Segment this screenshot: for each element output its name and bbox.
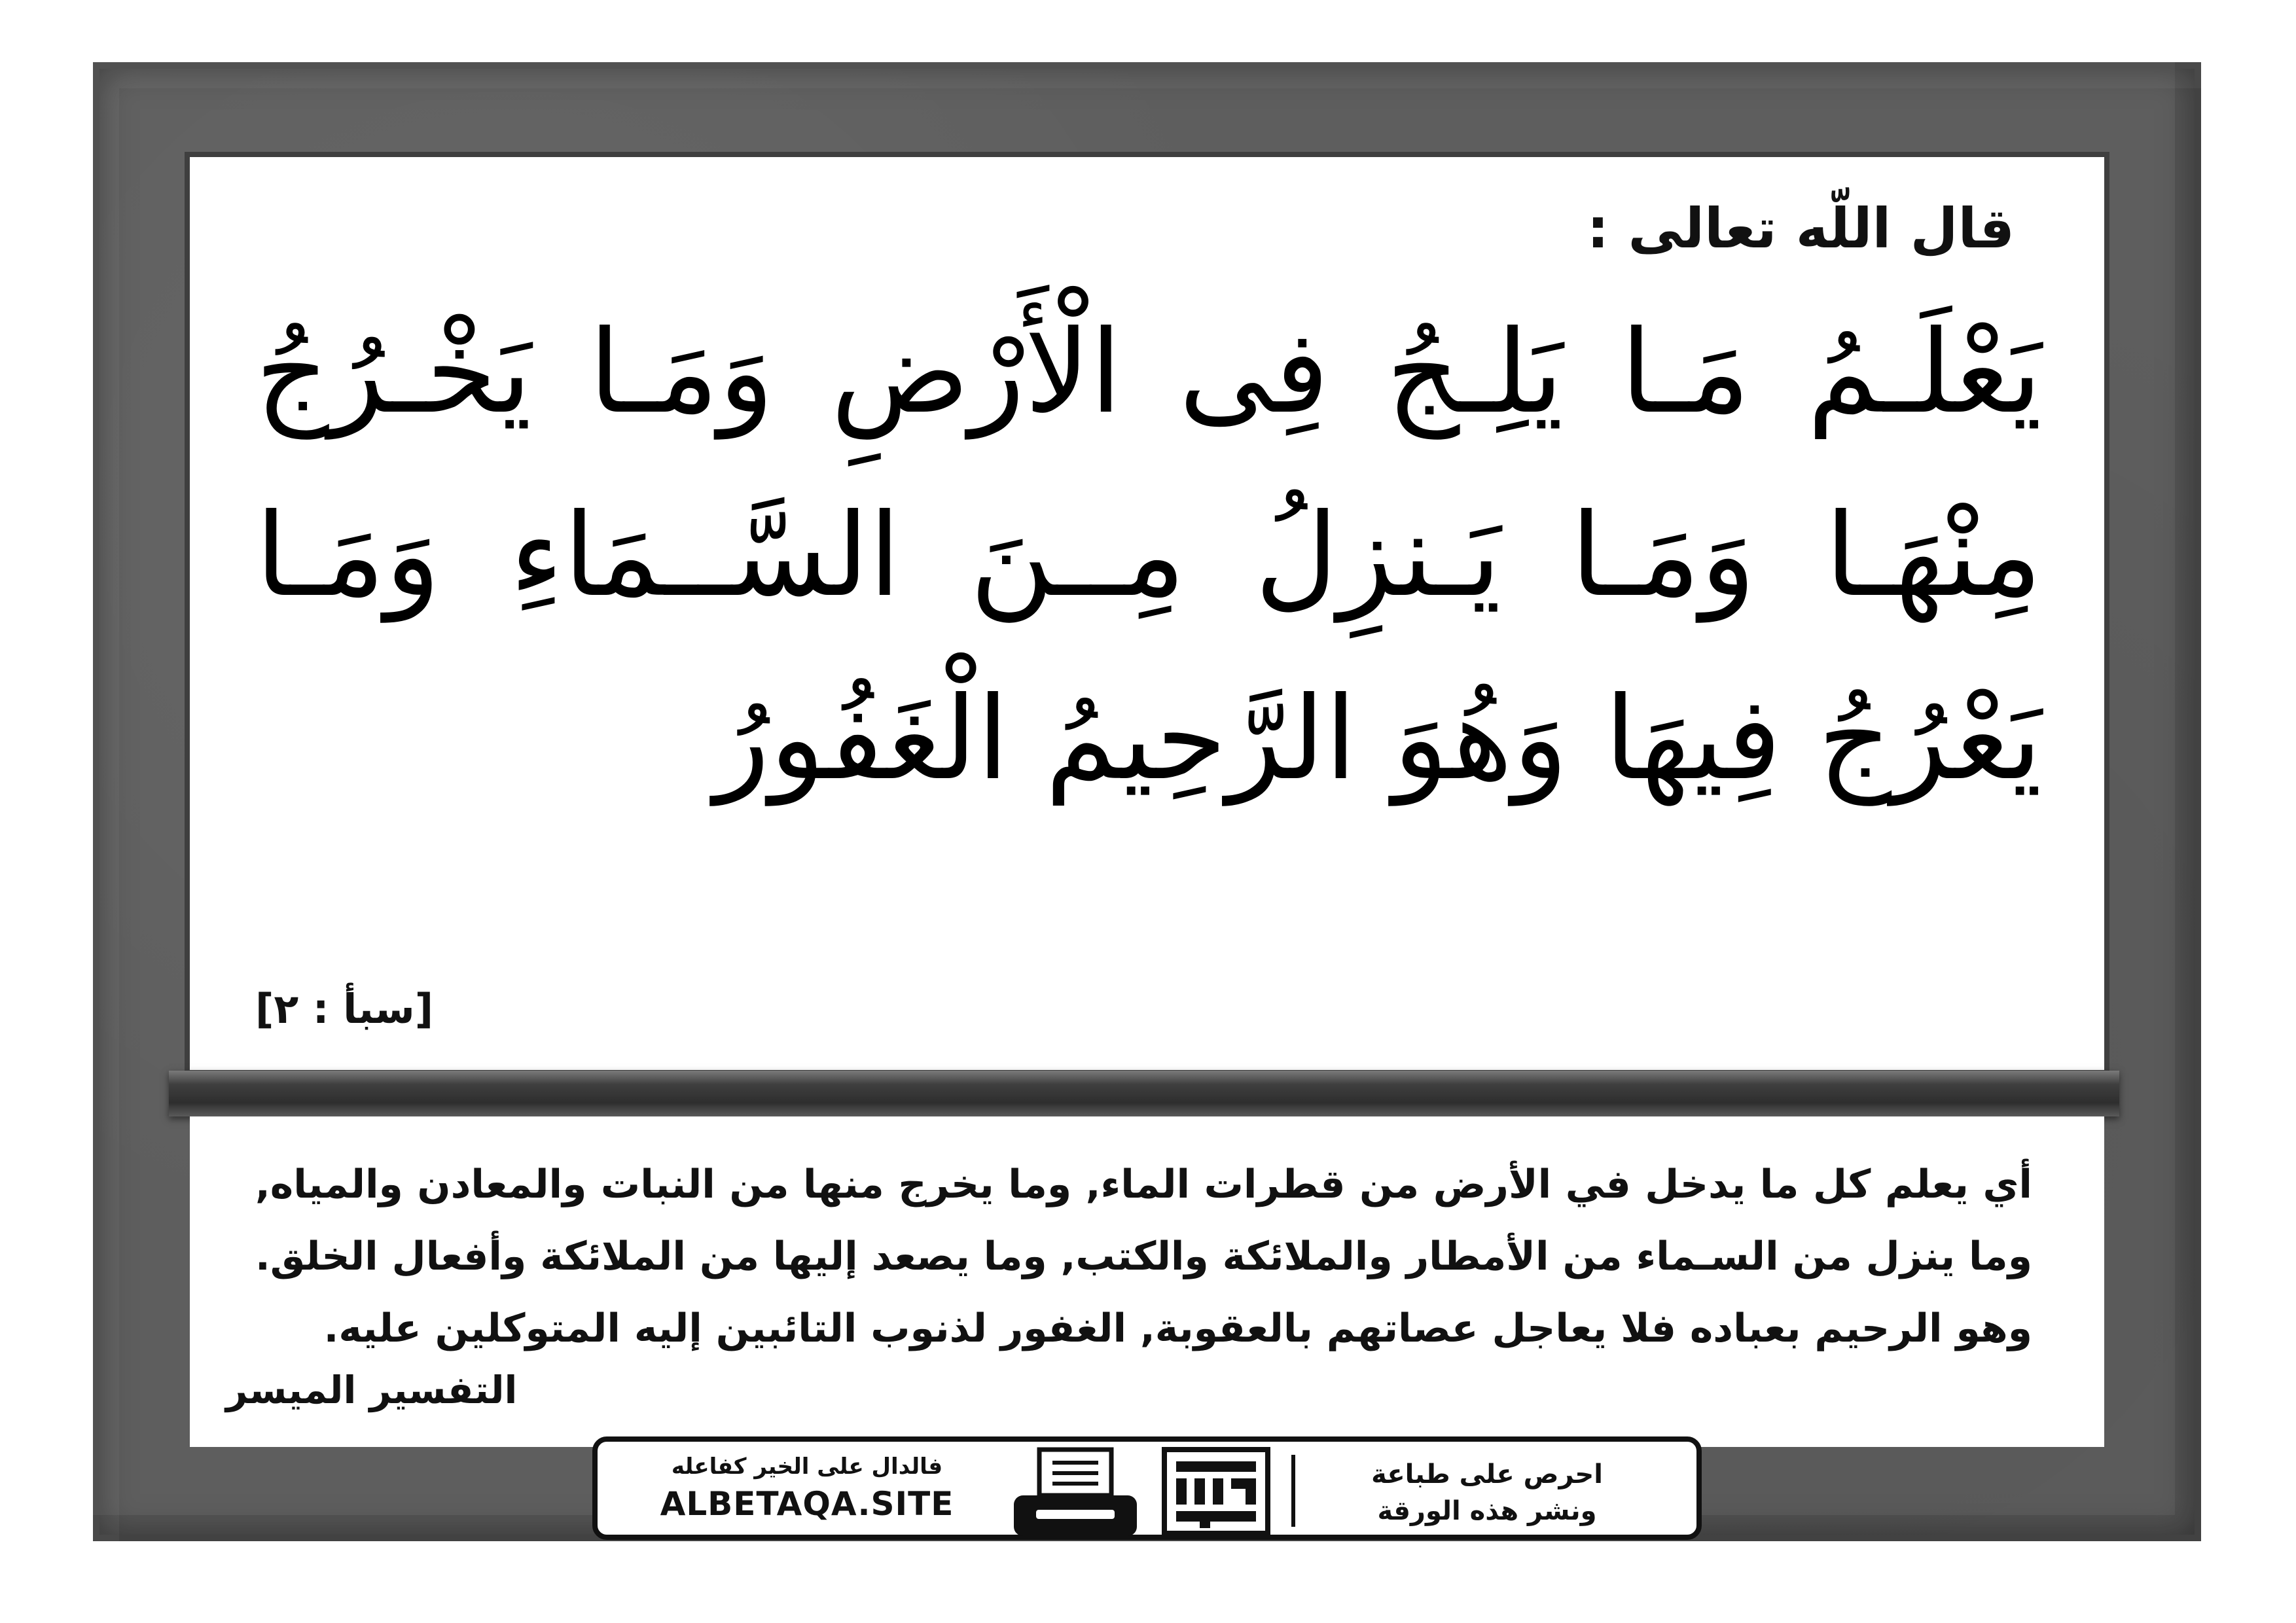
tafsir-text: أي يعلم كل ما يدخل في الأرض من قطرات الماء, وما يخرج منها من النبات والمعادن والمياه, وما ينزل من السـماء من الأمطار والملائكة والكتب, وما يصعد إليها من الملائكة وأفعال الخلق. وهو الرحيم بعباده فلا يعاجل عصاتهم بالعقوبة, الغفور لذنوب التائبين إليه المتوكلين عليه. <box>255 1162 2032 1351</box>
footer-right-line2: ونشر هذه الورقة <box>1377 1496 1597 1526</box>
footer-tagline: فالدال على الخير كفاعله <box>671 1454 943 1480</box>
verse-reference: [سبأ : ٢] <box>255 985 434 1033</box>
verse-heading: قال اللّه تعالى : <box>1587 196 2015 260</box>
footer-box <box>592 1436 1702 1540</box>
footer-right-line1: احرص على طباعة <box>1371 1459 1603 1489</box>
dawat-al-waraqa-logo-icon <box>1160 1446 1272 1537</box>
footer-right-block <box>1317 1456 1657 1529</box>
printer-icon <box>1010 1447 1141 1539</box>
quran-verse: يَعْلَـمُ مَـا يَلِـجُ فِى الْأَرْضِ وَمَـا يَخْـرُجُ مِنْهَـا وَمَـا يَـنزِلُ مِــنَ السَّــمَاءِ وَمَـا يَعْرُجُ فِيهَا وَهُوَ الرَّحِيمُ الْغَفُورُ <box>255 306 2042 806</box>
panel-divider <box>169 1071 2119 1116</box>
footer-separator <box>1291 1455 1295 1527</box>
footer-site-link[interactable]: ALBETAQA.SITE <box>660 1485 954 1523</box>
tafsir-source: التفسير الميسر <box>226 1368 518 1412</box>
footer-left-block <box>624 1454 990 1523</box>
